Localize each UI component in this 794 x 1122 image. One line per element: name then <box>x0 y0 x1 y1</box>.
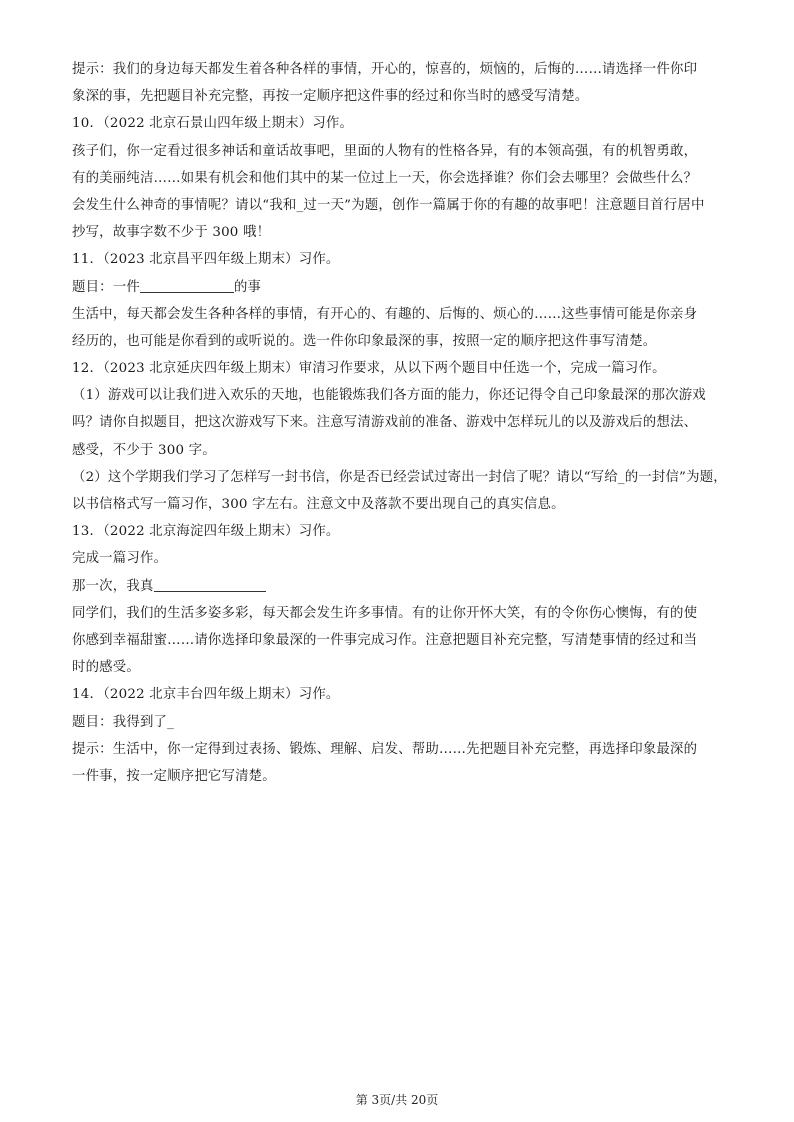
question-10-heading: 10．（2022 北京石景山四年级上期末）习作。 <box>72 116 354 132</box>
q12-option1-text-3: 感受，不少于 300 字。 <box>72 442 216 458</box>
q13-text-2: 你感到幸福甜蜜……请你选择印象最深的一件事完成习作。注意把题目补充完整，写清楚事情的经过和当 <box>72 632 698 648</box>
q13-title-line <box>72 573 722 600</box>
q10-text-4: 抄写，故事字数不少于 300 哦！ <box>72 225 271 241</box>
q12-option1-text-1: （1）游戏可以让我们进入欢乐的天地，也能锻炼我们各方面的能力，你还记得令自己印象最深的那次游戏 <box>72 388 706 404</box>
q10-text-3: 会发生什么神奇的事情呢？请以“我和_过一天”为题，创作一篇属于你的有趣的故事吧！注意题目首行居中 <box>72 197 705 213</box>
q11-title-line <box>72 274 722 301</box>
page-number-footer: 第 3页/共 20页 <box>355 1093 439 1107</box>
q11-title-suffix: 的事 <box>233 279 262 295</box>
question-11-heading: 11．（2023 北京昌平四年级上期末）习作。 <box>72 252 340 268</box>
q13-instruction: 完成一篇习作。 <box>72 551 168 567</box>
question-14-heading: 14．（2022 北京丰台四年级上期末）习作。 <box>72 687 340 703</box>
q11-title-prefix: 题目：一件 <box>72 279 140 295</box>
q14-hint-1: 提示：生活中，你一定得到过表扬、锻炼、理解、启发、帮助……先把题目补充完整，再选择印象最深的 <box>72 741 698 757</box>
q13-text-3: 时的感受。 <box>72 660 140 676</box>
q12-option2-text-2: 以书信格式写一篇习作，300 字左右。注意文中及落款不要出现自己的真实信息。 <box>72 497 565 512</box>
q14-hint-2: 一件事，按一定顺序把它写清楚。 <box>72 768 276 784</box>
q13-title-prefix: 那一次，我真 <box>72 578 154 594</box>
q13-title-blank <box>154 576 266 592</box>
hint-line-2: 象深的事，先把题目补充完整，再按一定顺序把这件事的经过和你当时的感受写清楚。 <box>72 89 589 105</box>
hint-line-1: 提示：我们的身边每天都发生着各种各样的事情，开心的，惊喜的，烦恼的，后悔的……请选择一件你印 <box>72 62 698 77</box>
q13-text-1: 同学们，我们的生活多姿多彩，每天都会发生许多事情。有的让你开怀大笑，有的令你伤心懊悔，有的使 <box>72 605 698 621</box>
q11-text-1: 生活中，每天都会发生各种各样的事情，有开心的、有趣的、后悔的、烦心的……这些事情可能是你亲身 <box>72 306 698 322</box>
question-13-heading: 13．（2022 北京海淀四年级上期末）习作。 <box>72 524 340 540</box>
q12-option1-text-2: 吗？请你自拟题目，把这次游戏写下来。注意写清游戏前的准备、游戏中怎样玩儿的以及游戏后的想法、 <box>72 415 698 431</box>
q11-title-blank <box>140 277 234 293</box>
q11-text-2: 经历的，也可能是你看到的或听说的。选一件你印象最深的事，按照一定的顺序把这件事写清楚。 <box>72 333 657 349</box>
q10-text-2: 有的美丽纯洁……如果有机会和他们其中的某一位过上一天，你会选择谁？你们会去哪里？会做些什么？ <box>72 170 698 186</box>
q14-title: 题目：我得到了_ <box>72 714 175 730</box>
question-12-heading: 12．（2023 北京延庆四年级上期末）审清习作要求，从以下两个题目中任选一个，完成一篇习作。 <box>72 361 666 377</box>
q12-option2-text-1: （2）这个学期我们学习了怎样写一封书信，你是否已经尝试过寄出一封信了呢？请以“写给_的一封信”为题， <box>72 469 727 485</box>
q10-text-1: 孩子们，你一定看过很多神话和童话故事吧，里面的人物有的性格各异，有的本领高强，有的机智勇敢， <box>72 143 698 159</box>
document-body <box>72 56 727 790</box>
